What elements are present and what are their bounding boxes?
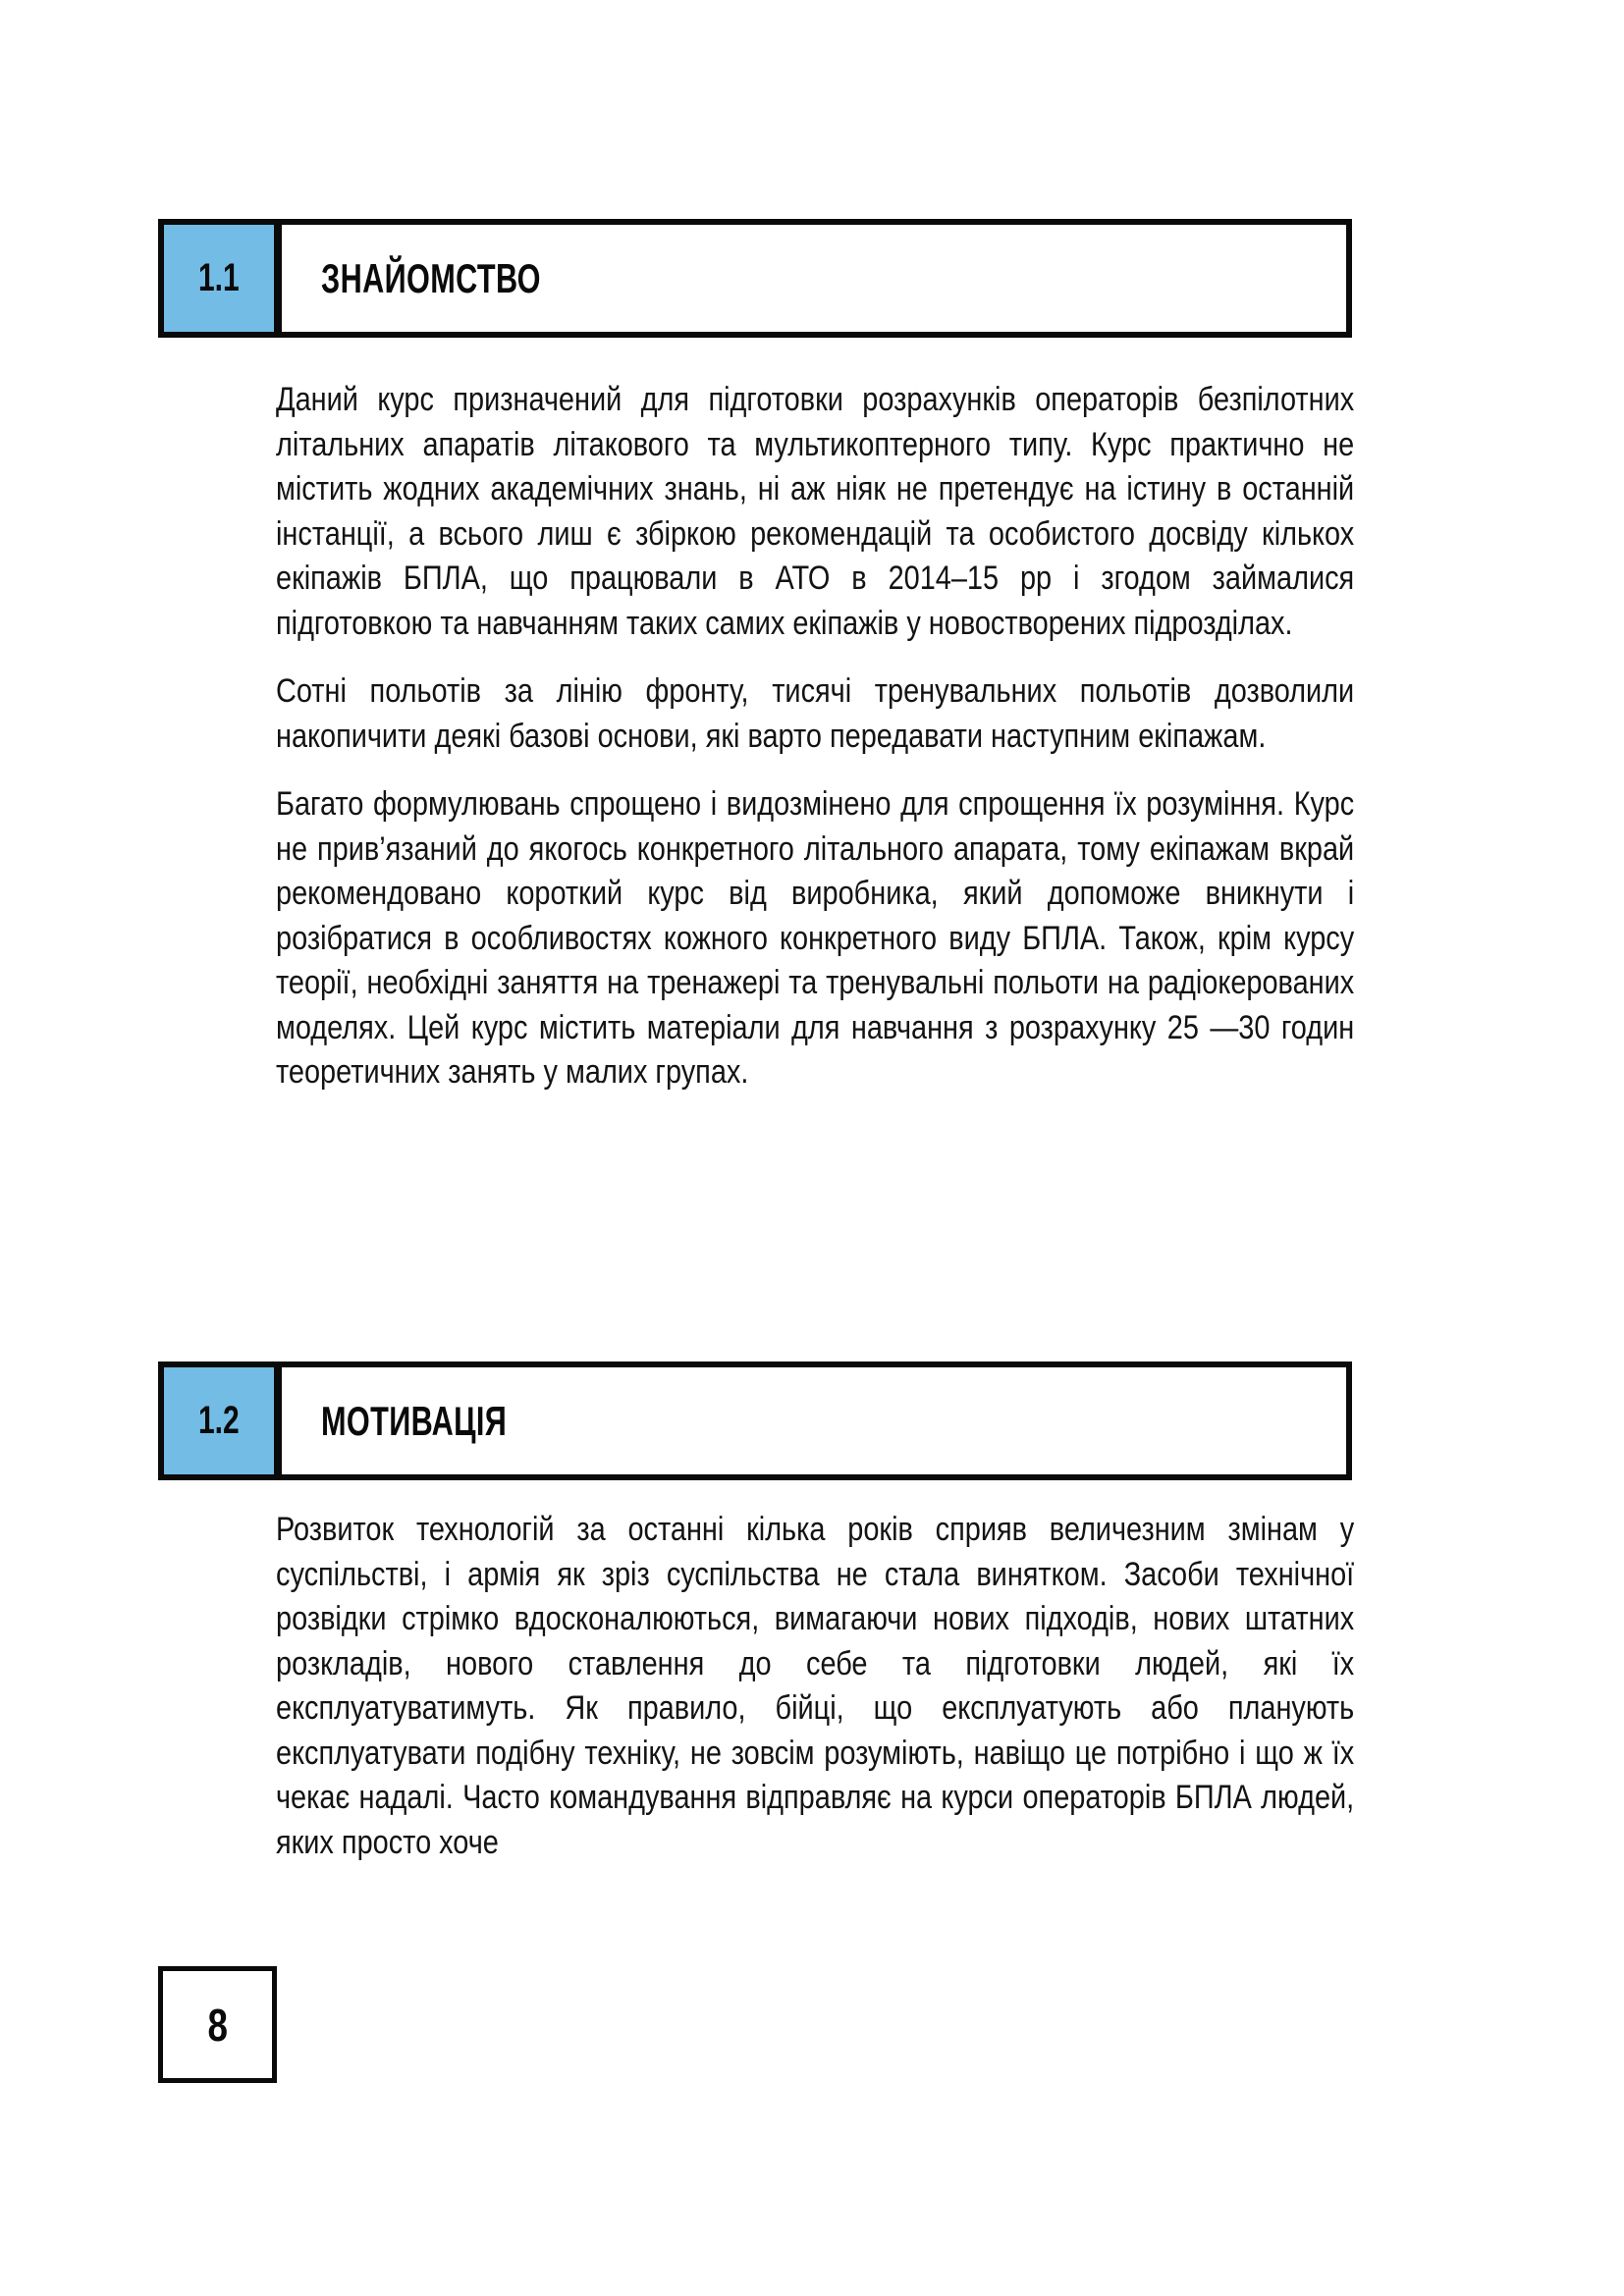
paragraph: Багато формулювань спрощено і видозмінено для спрощення їх розуміння. Курс не прив’язаний до якогось конкретного літального апарата, тому екіпажам вкрай рекомендовано короткий курс від виробника, який допоможе вникнути і розібратися в особливостях кожного конкретного виду БПЛА. Також, крім курсу теорії, необхідні заняття на тренажері та тренувальні польоти на радіокерованих моделях. Цей курс містить матеріали для навчання з розрахунку 25 —30 годин теоретичних занять у малих групах. bbox=[276, 785, 1355, 1091]
section-title: ЗНАЙОМСТВО bbox=[321, 254, 541, 301]
section-header-1-2 bbox=[158, 1362, 1352, 1480]
section-header-1-1 bbox=[158, 219, 1352, 338]
section-title: МОТИВАЦІЯ bbox=[321, 1397, 508, 1444]
section-number-label: 1.2 bbox=[198, 1399, 240, 1442]
section-number-badge-1-2 bbox=[164, 1367, 282, 1474]
paragraph: Сотні польотів за лінію фронту, тисячі тренувальних польотів дозволили накопичити деякі базові основи, які варто передавати наступним екіпажам. bbox=[276, 672, 1355, 755]
section-number-badge-1-1 bbox=[164, 225, 282, 332]
section-number-label: 1.1 bbox=[198, 256, 240, 299]
section-title-cell-1-1 bbox=[282, 225, 1346, 332]
paragraph: Розвиток технологій за останні кілька років сприяв величезним змінам у суспільстві, і армія як зріз суспільства не стала винятком. Засоби технічної розвідки стрімко вдосконалюються, вимагаючи нових підходів, нових штатних розкладів, нового ставлення до себе та підготовки людей, які їх експлуатуватимуть. Як правило, бійці, що експлуатують або планують експлуатувати подібну техніку, не зовсім розуміють, навіщо це потрібно і що ж їх чекає надалі. Часто командування відправляє на курси операторів БПЛА людей, яких просто хоче bbox=[276, 1511, 1355, 1861]
paragraph: Даний курс призначений для підготовки розрахунків операторів безпілотних літальних апаратів літакового та мультикоптерного типу. Курс практично не містить жодних академічних знань, ні аж ніяк не претендує на істину в останній інстанції, а всього лиш є збіркою рекомендацій та особистого досвіду кількох екіпажів БПЛА, що працювали в АТО в 2014–15 рр і згодом займалися підготовкою та навчанням таких самих екіпажів у новостворених підрозділах. bbox=[276, 381, 1355, 642]
page-number-box bbox=[158, 1966, 277, 2083]
section-body-1-1 bbox=[276, 378, 1354, 1119]
section-body-1-2 bbox=[276, 1508, 1354, 1889]
page-number: 8 bbox=[207, 1999, 228, 2051]
section-title-cell-1-2 bbox=[282, 1367, 1346, 1474]
